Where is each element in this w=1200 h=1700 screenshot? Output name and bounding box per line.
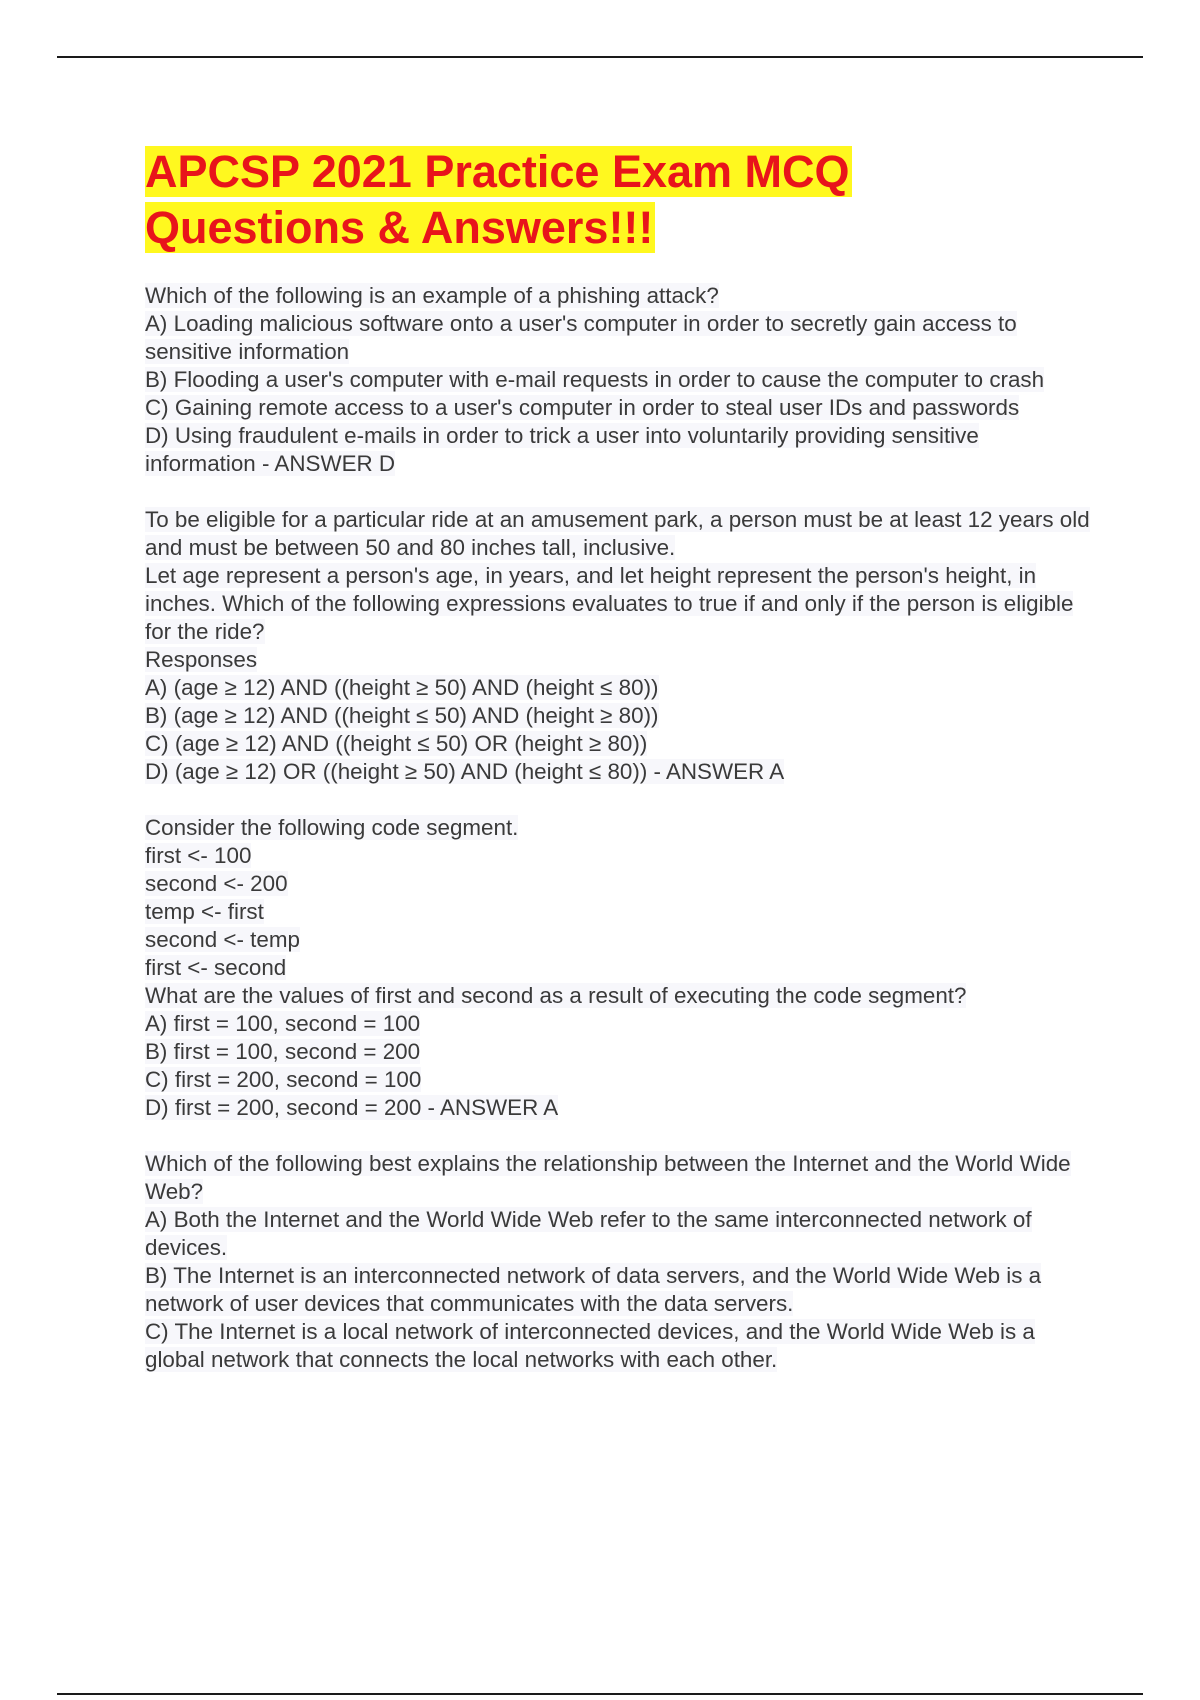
question-1-line-4: C) Gaining remote access to a user's computer in order to steal user IDs and passwords <box>145 395 1020 420</box>
question-1-line-5: D) Using fraudulent e-mails in order to trick a user into voluntarily providing sensitive information - ANSWER D <box>145 423 979 476</box>
question-block-4 <box>145 1150 1095 1374</box>
question-4-line-4: C) The Internet is a local network of interconnected devices, and the World Wide Web is a global network that connects the local networks with each other. <box>145 1319 1035 1372</box>
title-highlight <box>145 146 852 253</box>
question-3-line-11: D) first = 200, second = 200 - ANSWER A <box>145 1095 559 1120</box>
title-line-2: Questions & Answers!!! <box>145 202 654 253</box>
question-2-line-6: C) (age ≥ 12) AND ((height ≤ 50) OR (height ≥ 80)) <box>145 731 648 756</box>
question-1-line-3: B) Flooding a user's computer with e-mail requests in order to cause the computer to crash <box>145 367 1045 392</box>
document-title <box>145 144 1095 256</box>
question-3-line-3: second <- 200 <box>145 871 288 896</box>
question-2-line-2: Let age represent a person's age, in years, and let height represent the person's height, in inches. Which of the following expressions evaluates to true if and only if the person is eligible for the ride? <box>145 563 1074 644</box>
question-block-2 <box>145 506 1095 786</box>
question-1-line-2: A) Loading malicious software onto a user's computer in order to secretly gain access to sensitive information <box>145 311 1017 364</box>
question-3-line-1: Consider the following code segment. <box>145 815 519 840</box>
question-3-line-9: B) first = 100, second = 200 <box>145 1039 421 1064</box>
question-2-line-7: D) (age ≥ 12) OR ((height ≥ 50) AND (height ≤ 80)) - ANSWER A <box>145 759 785 784</box>
top-rule <box>57 56 1143 58</box>
question-1-line-1: Which of the following is an example of a phishing attack? <box>145 283 719 308</box>
question-2-line-3: Responses <box>145 647 258 672</box>
title-line-1: APCSP 2021 Practice Exam MCQ <box>145 146 850 197</box>
question-block-1 <box>145 282 1095 478</box>
question-2-line-1: To be eligible for a particular ride at an amusement park, a person must be at least 12 years old and must be between 50 and 80 inches tall, inclusive. <box>145 507 1090 560</box>
question-4-line-1: Which of the following best explains the relationship between the Internet and the World Wide Web? <box>145 1151 1071 1204</box>
question-3-line-4: temp <- first <box>145 899 264 924</box>
question-4-line-3: B) The Internet is an interconnected network of data servers, and the World Wide Web is a network of user devices that communicates with the data servers. <box>145 1263 1042 1316</box>
question-3-line-7: What are the values of first and second as a result of executing the code segment? <box>145 983 967 1008</box>
bottom-rule <box>57 1693 1143 1695</box>
question-3-line-6: first <- second <box>145 955 287 980</box>
question-block-3 <box>145 814 1095 1122</box>
question-3-line-10: C) first = 200, second = 100 <box>145 1067 422 1092</box>
question-2-line-5: B) (age ≥ 12) AND ((height ≤ 50) AND (height ≥ 80)) <box>145 703 659 728</box>
question-3-line-8: A) first = 100, second = 100 <box>145 1011 421 1036</box>
document-body <box>145 144 1095 1402</box>
question-3-line-5: second <- temp <box>145 927 300 952</box>
question-4-line-2: A) Both the Internet and the World Wide Web refer to the same interconnected network of devices. <box>145 1207 1032 1260</box>
question-2-line-4: A) (age ≥ 12) AND ((height ≥ 50) AND (height ≤ 80)) <box>145 675 659 700</box>
question-3-line-2: first <- 100 <box>145 843 252 868</box>
